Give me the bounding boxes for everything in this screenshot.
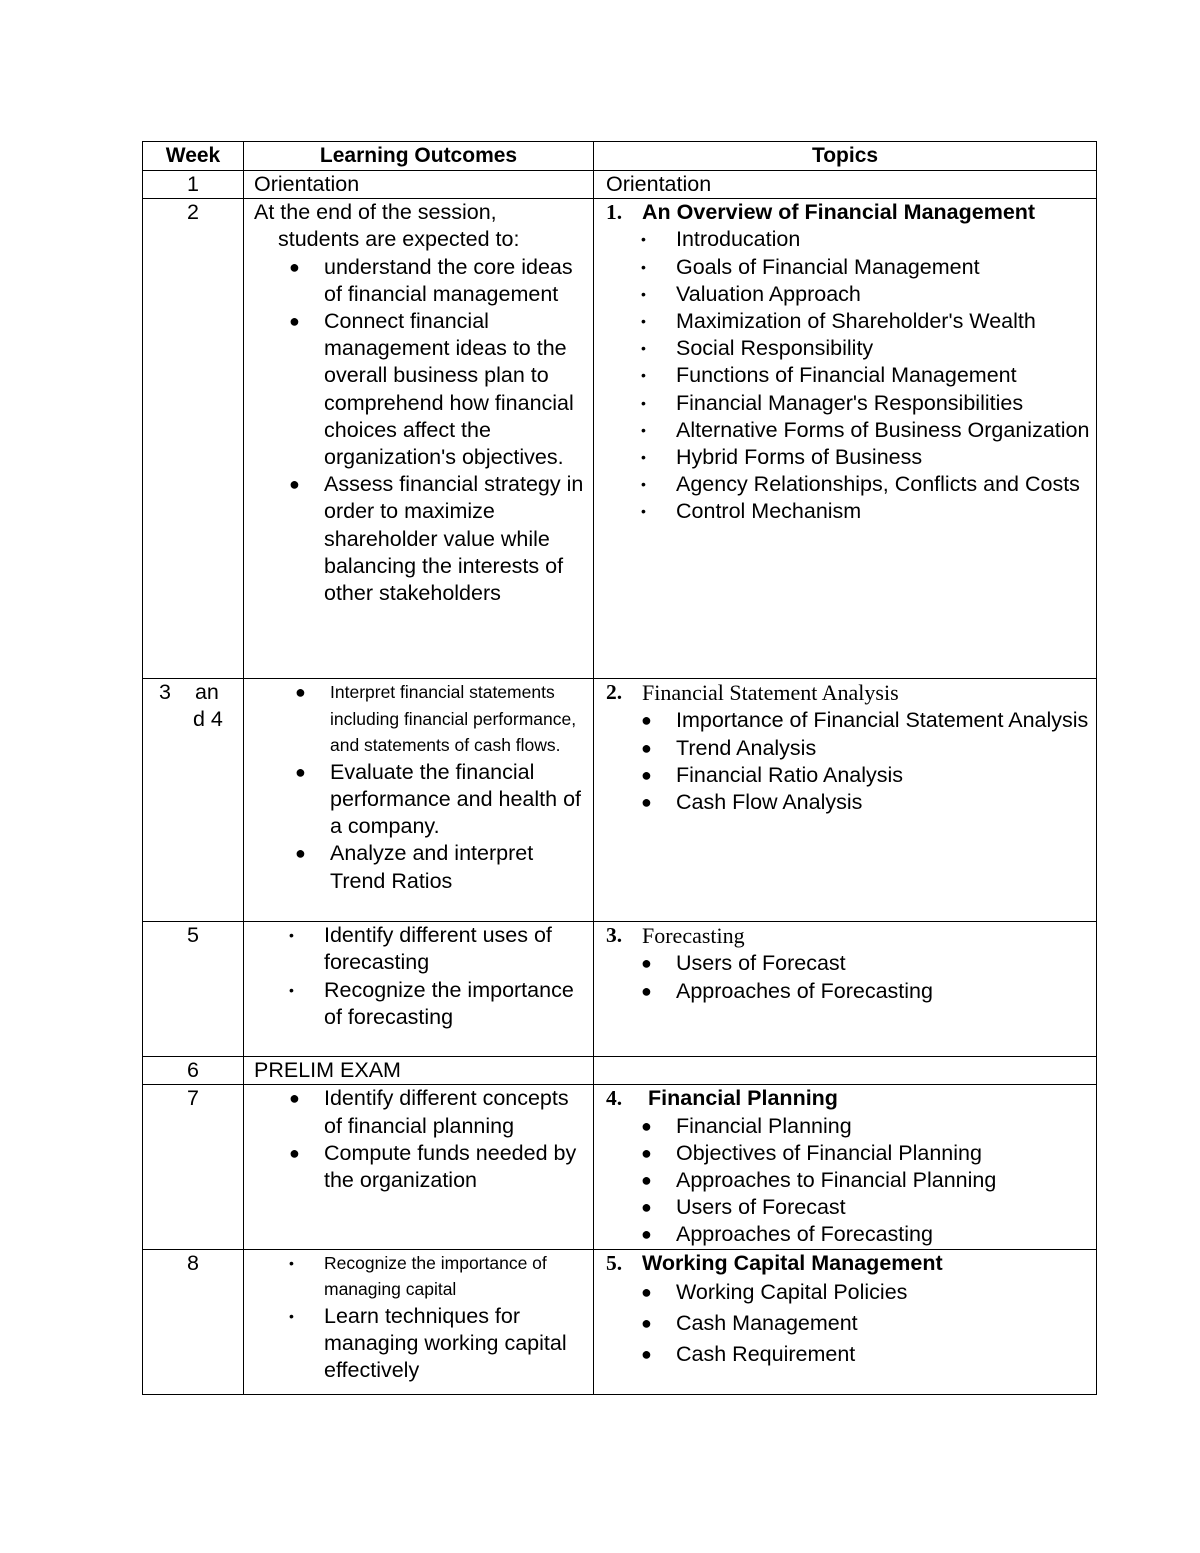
bullet-icon: ● [289, 474, 300, 495]
list-item: ● Evaluate the financial performance and health of a company. [295, 759, 581, 839]
week-cell: 6 [143, 1057, 244, 1085]
bullet-icon: • [641, 476, 646, 493]
topics-list [606, 707, 1090, 816]
list-item: ● Connect financial management ideas to the overall business plan to comprehend how financial choices affect the organization's objectives. [289, 309, 574, 470]
list-item: ● Financial Ratio Analysis [606, 762, 1090, 789]
topic-heading: 2. Financial Statement Analysis [606, 680, 899, 706]
list-item: ● understand the core ideas of financial management [289, 254, 573, 306]
outcomes-list [254, 1250, 587, 1385]
topic-heading: 4. Financial Planning [606, 1086, 838, 1111]
outcomes-lead-2: students are expected to: [278, 227, 520, 252]
list-item: ● Cash Flow Analysis [606, 789, 1090, 816]
topics-cell [594, 1057, 1097, 1085]
bullet-icon: ● [289, 311, 300, 332]
bullet-icon: ● [641, 1197, 652, 1218]
list-item: • Valuation Approach [606, 281, 1090, 308]
outcomes-lead: At the end of the session, [254, 200, 497, 225]
header-learning-outcomes: Learning Outcomes [244, 142, 594, 171]
bullet-icon: ● [295, 682, 306, 703]
bullet-icon: • [641, 313, 646, 330]
bullet-icon: ● [641, 1170, 652, 1191]
bullet-icon: ● [641, 710, 652, 731]
syllabus-page [142, 141, 1096, 1395]
list-item: • Functions of Financial Management [606, 362, 1090, 389]
topics-cell [594, 679, 1097, 922]
topic-heading: 1. An Overview of Financial Management [606, 200, 1036, 225]
header-topics: Topics [594, 142, 1097, 171]
list-item: • Recognize the importance of managing capital [254, 1250, 587, 1303]
list-item: • Maximization of Shareholder's Wealth [606, 308, 1090, 335]
bullet-icon: ● [641, 1224, 652, 1245]
outcomes-list [254, 1085, 587, 1194]
list-item: • Social Responsibility [606, 335, 1090, 362]
week-cell: 7 [143, 1085, 244, 1249]
list-item: ● Users of Forecast [606, 1194, 1090, 1221]
bullet-icon: ● [641, 1115, 652, 1136]
outcomes-cell [244, 679, 594, 922]
bullet-icon: ● [289, 1142, 300, 1163]
list-item: ● Trend Analysis [606, 735, 1090, 762]
week-cell: 1 [143, 171, 244, 199]
list-item: ● Approaches of Forecasting [606, 1221, 1090, 1248]
outcomes-cell: Orientation [244, 171, 594, 199]
bullet-icon: • [641, 367, 646, 384]
outcomes-cell [244, 922, 594, 1057]
bullet-icon: • [641, 231, 646, 248]
bullet-icon: • [289, 981, 294, 998]
topics-cell [594, 1249, 1097, 1394]
bullet-icon: • [641, 449, 646, 466]
bullet-icon: ● [295, 843, 306, 864]
week-cell: 3 an d 4 [143, 679, 244, 922]
bullet-icon: ● [641, 1142, 652, 1163]
bullet-icon: • [641, 340, 646, 357]
outcomes-cell [244, 1249, 594, 1394]
bullet-icon: ● [641, 980, 652, 1001]
topics-cell: Orientation [594, 171, 1097, 199]
bullet-icon: • [641, 421, 646, 438]
list-item: ● Cash Management [606, 1308, 1090, 1339]
bullet-icon: • [289, 1307, 294, 1324]
topics-list [606, 950, 1090, 1004]
table-row [143, 171, 1097, 199]
list-item: ● Importance of Financial Statement Analysis [606, 707, 1090, 734]
list-item: ● Cash Requirement [606, 1339, 1090, 1370]
bullet-icon: • [641, 503, 646, 520]
week-cell: 8 [143, 1249, 244, 1394]
topic-heading: 3. Forecasting [606, 923, 745, 949]
list-item: • Hybrid Forms of Business [606, 444, 1090, 471]
bullet-icon: ● [641, 1281, 652, 1302]
list-item: • Recognize the importance of forecasting [289, 977, 574, 1029]
topics-list [606, 1113, 1090, 1249]
table-row [143, 1085, 1097, 1249]
list-item: • Financial Manager's Responsibilities [606, 390, 1090, 417]
list-item: ● Users of Forecast [606, 950, 1090, 977]
list-item: ● Analyze and interpret Trend Ratios [295, 841, 534, 893]
list-item: • Introducation [606, 226, 1090, 253]
outcomes-cell: PRELIM EXAM [244, 1057, 594, 1085]
list-item: • Control Mechanism [606, 498, 1090, 525]
table-row [143, 679, 1097, 922]
bullet-icon: • [641, 258, 646, 275]
topics-cell [594, 922, 1097, 1057]
bullet-icon: ● [641, 764, 652, 785]
week-cell: 2 [143, 199, 244, 679]
bullet-icon: ● [289, 1088, 300, 1109]
table-header-row [143, 142, 1097, 171]
table-row [143, 199, 1097, 679]
list-item: ● Compute funds needed by the organization [289, 1140, 577, 1193]
bullet-icon: • [289, 1254, 294, 1271]
list-item: • Goals of Financial Management [606, 254, 1090, 281]
outcomes-list [254, 254, 587, 608]
bullet-icon: • [289, 927, 294, 944]
outcomes-cell [244, 1085, 594, 1249]
list-item: • Alternative Forms of Business Organization [606, 417, 1090, 444]
bullet-icon: • [641, 285, 646, 302]
bullet-icon: ● [641, 1343, 652, 1364]
list-item: • Agency Relationships, Conflicts and Costs [606, 471, 1090, 498]
bullet-icon: ● [641, 737, 652, 758]
list-item: • Learn techniques for managing working capital effectively [289, 1303, 567, 1383]
topic-heading: 5. Working Capital Management [606, 1250, 943, 1275]
bullet-icon: ● [641, 792, 652, 813]
topics-cell [594, 199, 1097, 679]
list-item: ● Approaches to Financial Planning [606, 1167, 1090, 1194]
topics-cell [594, 1085, 1097, 1249]
header-week: Week [143, 142, 244, 171]
bullet-icon: • [641, 394, 646, 411]
list-item: • Identify different uses of forecasting [289, 923, 552, 975]
bullet-icon: ● [641, 953, 652, 974]
outcomes-list [254, 922, 587, 1031]
table-row [143, 1057, 1097, 1085]
week-cell: 5 [143, 922, 244, 1057]
list-item: ● Assess financial strategy in order to maximize shareholder value while balancing the interests of other stakeholders [289, 472, 584, 606]
list-item: ● Financial Planning [606, 1113, 1090, 1140]
bullet-icon: ● [641, 1312, 652, 1333]
topics-list [606, 226, 1090, 525]
syllabus-table [142, 141, 1097, 1395]
bullet-icon: ● [289, 256, 300, 277]
list-item: ● Objectives of Financial Planning [606, 1140, 1090, 1167]
list-item: ● Working Capital Policies [606, 1277, 1090, 1308]
table-row [143, 922, 1097, 1057]
outcomes-list [254, 679, 587, 895]
list-item: ● Identify different concepts of financial planning [289, 1086, 569, 1138]
list-item: ● Approaches of Forecasting [606, 978, 1090, 1005]
bullet-icon: ● [295, 761, 306, 782]
topics-list [606, 1277, 1090, 1370]
list-item: ● Interpret financial statements including financial performance, and statements of cash flows. [254, 679, 587, 759]
table-row [143, 1249, 1097, 1394]
outcomes-cell [244, 199, 594, 679]
